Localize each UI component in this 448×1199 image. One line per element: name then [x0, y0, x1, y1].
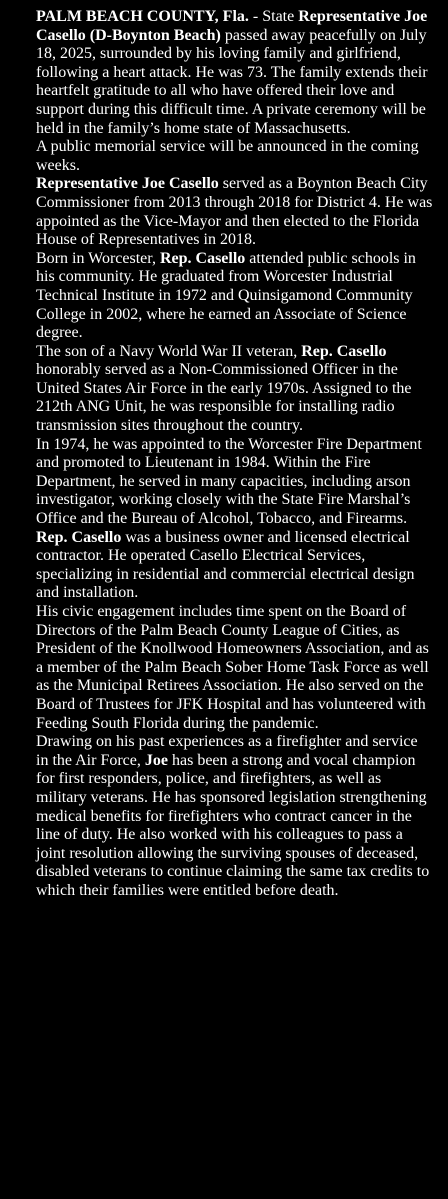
representative-name: Joe	[144, 751, 168, 769]
paragraph-commissioner	[36, 175, 434, 249]
representative-name: Rep. Casello	[36, 528, 122, 546]
paragraph-memorial: A public memorial service will be announced in the coming weeks.	[36, 138, 419, 174]
paragraph-fire-department: In 1974, he was appointed to the Worcester Fire Department and promoted to Lieutenant in 1984. Within the Fire Department, he served in many capacities, including arson investigator, working closely with the State Fire Marshal’s Office and the Bureau of Alcohol, Tobacco, and Firearms.	[36, 435, 422, 528]
text-segment: has been a strong and vocal champion for first responders, police, and firefighters, as well as military veterans. He has sponsored legislation strengthening medical benefits for firefighters who contract cancer in the line of duty. He also worked with his colleagues to pass a joint resolution allowing the surviving spouses of deceased, disabled veterans to continue claiming the same tax credits to which their families were entitled before death.	[36, 751, 430, 899]
text-segment: attended public schools in his community. He graduated from Worcester Industrial Technical Institute in 1972 and Quinsigamond Community College in 2002, where he earned an Associate of Science degree.	[36, 249, 416, 342]
paragraph-business	[36, 529, 434, 603]
representative-name: Rep. Casello	[159, 249, 246, 267]
representative-name: Representative Joe Casello	[36, 175, 219, 193]
text-segment: was a business owner and licensed electrical contractor. He operated Casello Electrical Services, specializing in residential and commercial electrical design and installation.	[36, 528, 415, 602]
text-segment: served as a Boynton Beach City Commissioner from 2013 through 2018 for District 4. He was appointed as the Vice-Mayor and then elected to the Florida House of Representatives in 2018.	[36, 175, 433, 249]
paragraph-civic: His civic engagement includes time spent on the Board of Directors of the Palm Beach County League of Cities, as President of the Knollwood Homeowners Association, and as a member of the Palm Beach Sober Home Task Force as well as the Municipal Retirees Association. He also served on the Board of Trustees for JFK Hospital and has volunteered with Feeding South Florida during the pandemic.	[36, 603, 429, 732]
representative-name: Representative Joe Casello (D-Boynton Beach)	[36, 8, 428, 44]
text-segment: Drawing on his past experiences as a firefighter and service in the Air Force,	[36, 733, 418, 769]
paragraph-legislation	[36, 733, 434, 900]
representative-name: Rep. Casello	[301, 342, 387, 360]
text-segment: The son of a Navy World War II veteran,	[36, 342, 302, 360]
paragraph-education	[36, 250, 434, 343]
text-segment: passed away peacefully on July 18, 2025, surrounded by his loving family and girlfriend, following a heart attack. He was 73. The family extends their heartfelt gratitude to all who have offered their love and support during this difficult time. A private ceremony will be held in the family’s home state of Massachusetts.	[36, 26, 428, 137]
text-segment: honorably served as a Non-Commissioned Officer in the United States Air Force in the early 1970s. Assigned to the 212th ANG Unit, he was responsible for installing radio transmission sites throughout the country.	[36, 361, 412, 435]
dateline: PALM BEACH COUNTY, Fla.	[36, 8, 249, 25]
paragraph-military	[36, 343, 434, 436]
text-segment: - State	[248, 8, 299, 25]
paragraph-announcement	[36, 8, 434, 138]
text-segment: Born in Worcester,	[36, 249, 160, 267]
